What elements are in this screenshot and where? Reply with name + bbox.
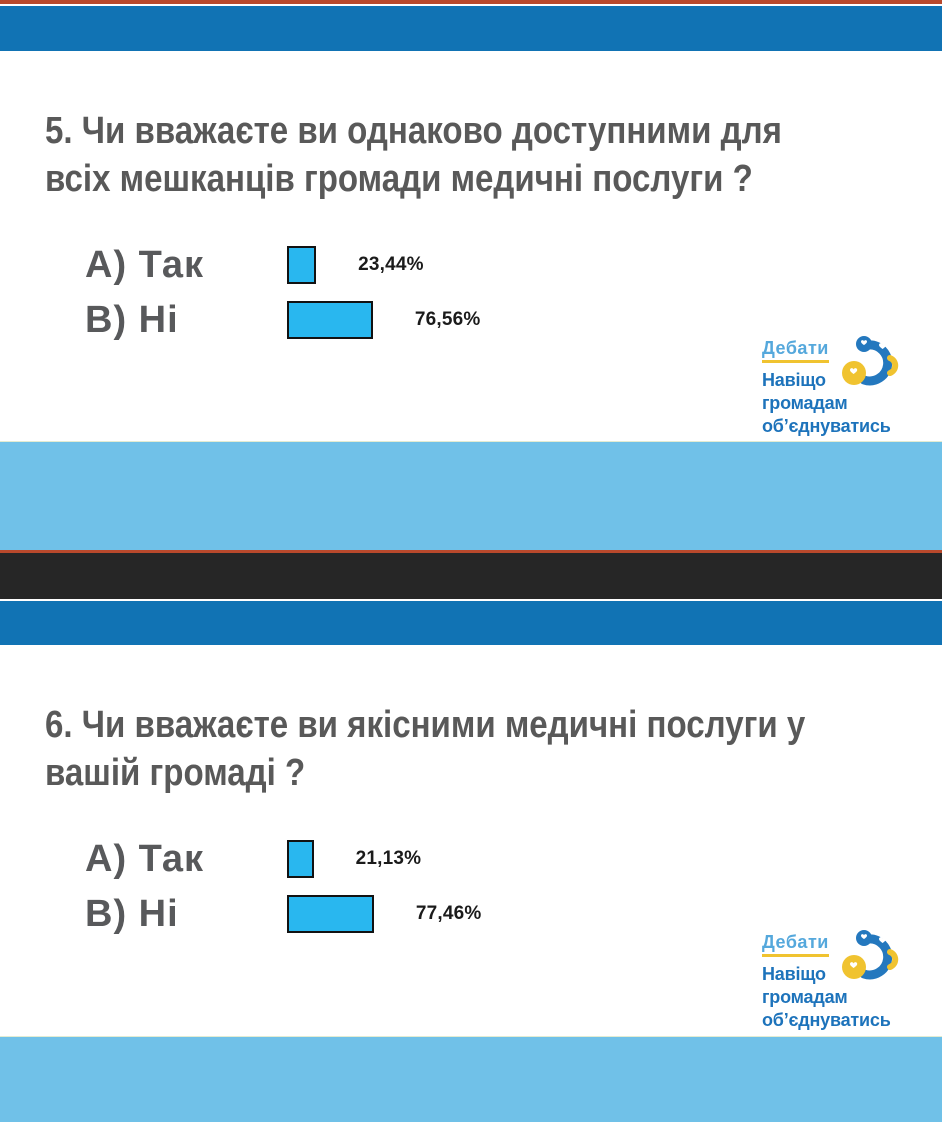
result-bar <box>287 895 374 933</box>
percent-label: 21,13% <box>355 848 422 869</box>
answer-label: А) Так <box>85 837 205 880</box>
tagline-line-1: Навіщо <box>762 964 826 984</box>
debaty-brand-wordmark: Дебати <box>762 338 829 363</box>
answers-6 <box>85 837 482 950</box>
debaty-emblem-icon <box>838 332 906 394</box>
slide-5-footer-band <box>0 441 942 551</box>
answer-label: А) Так <box>85 243 205 286</box>
slide-6-footer-band <box>0 1036 942 1122</box>
tagline-line-3: об’єднуватись <box>762 416 891 436</box>
debaty-brand-wordmark: Дебати <box>762 932 829 957</box>
slide-5 <box>0 51 942 441</box>
answers-5 <box>85 243 481 356</box>
debaty-emblem-icon <box>838 926 906 988</box>
tagline-line-3: об’єднуватись <box>762 1010 891 1030</box>
slide-6-header-band <box>0 601 942 645</box>
percent-label: 76,56% <box>414 309 481 330</box>
answer-row <box>85 298 481 341</box>
question-5-title <box>45 107 924 203</box>
page-gap-divider <box>0 553 942 599</box>
debaty-logo <box>762 932 912 1032</box>
question-6-title <box>45 701 924 797</box>
question-6-line-2: вашій громаді ? <box>45 752 306 794</box>
question-5-line-1: 5. Чи вважаєте ви однаково доступними для <box>45 110 782 152</box>
answer-label: В) Ні <box>85 298 179 341</box>
answer-row <box>85 243 481 286</box>
percent-label: 77,46% <box>415 903 482 924</box>
answer-label: В) Ні <box>85 892 179 935</box>
tagline-line-1: Навіщо <box>762 370 826 390</box>
tagline-line-2: громадам <box>762 393 848 413</box>
percent-label: 23,44% <box>358 254 424 275</box>
question-6-line-1: 6. Чи вважаєте ви якісними медичні послуги у <box>45 704 806 746</box>
result-bar <box>287 246 316 284</box>
slide-5-header-band <box>0 6 942 51</box>
slide-6 <box>0 645 942 1036</box>
question-5-line-2: всіх мешканців громади медичні послуги ? <box>45 158 753 200</box>
answer-row <box>85 892 482 935</box>
tagline-line-2: громадам <box>762 987 848 1007</box>
result-bar <box>287 840 314 878</box>
top-red-accent-line <box>0 0 942 4</box>
answer-row <box>85 837 482 880</box>
result-bar <box>287 301 373 339</box>
debaty-logo <box>762 338 912 438</box>
